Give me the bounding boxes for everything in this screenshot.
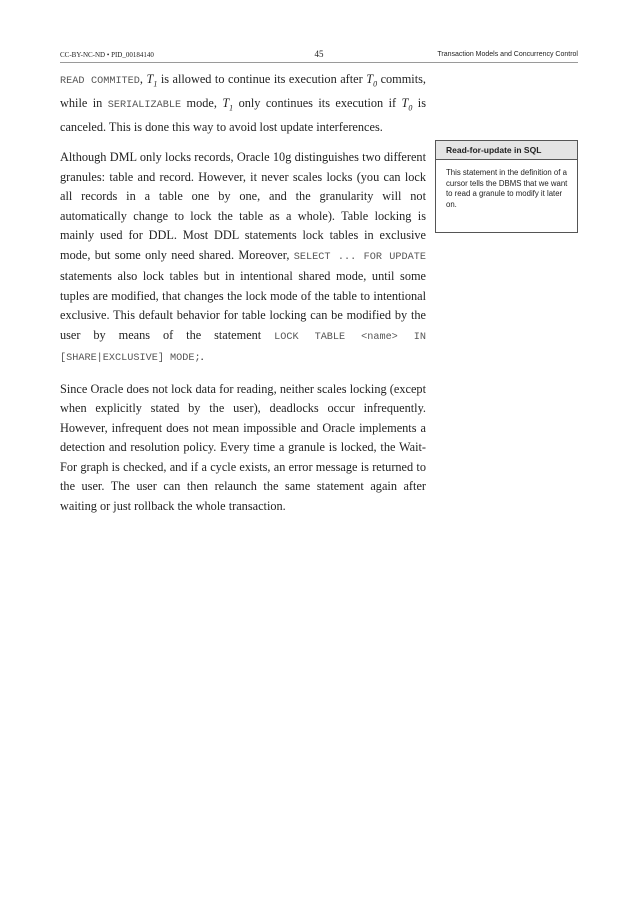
margin-note: [435, 140, 578, 233]
paragraph-deadlocks: Since Oracle does not lock data for reading, neither scales locking (except when explicitly stated by the user), deadlocks occur infrequently. However, infrequent does not mean impossible and Oracle implements a detection and resolution policy. Every time a granule is locked, the Wait-For graph is checked, and if a cycle exists, an error message is returned to the user. The user can then relaunch the same statement again after waiting or just rollback the whole transaction.: [60, 381, 426, 513]
text-run: ,: [139, 72, 147, 86]
inline-code: LOCK TABLE <name> IN [SHARE|EXCLUSIVE] MODE;: [60, 331, 426, 365]
license-id: CC-BY-NC-ND • PID_00184140: [60, 51, 154, 59]
section-title: Transaction Models and Concurrency Control: [437, 51, 578, 58]
text-run: Although DML only locks records, Oracle 10g distinguishes two different granules: table and record. However, it never scales locks (you can lock all records in a table one by one, and the granularity will not automatically change to lock the table as a whole). Table locking is mainly used for DDL. Most DDL statements lock tables in exclusive mode, but some only need shared. Moreover,: [60, 150, 426, 262]
text-run: is allowed to continue its execution after: [157, 72, 367, 86]
margin-note-title: Read-for-update in SQL: [435, 140, 578, 160]
inline-code: READ COMMITED: [60, 76, 140, 87]
paragraph-isolation-levels: [60, 70, 426, 137]
text-run: statements also lock tables but in intentional shared mode, until some tuples are modified, that changes the lock mode of the table to intentional exclusive. This default behavior for table locking can be modified by the user by means of the statement: [60, 269, 426, 342]
main-text: [60, 70, 426, 527]
text-run: .: [200, 349, 204, 364]
math-var: $T_0$: [366, 72, 378, 89]
math-var: $T_1$: [146, 72, 158, 89]
page-number: 45: [314, 49, 324, 59]
paragraph-table-locking: [60, 148, 426, 369]
text-run: mode,: [181, 95, 223, 110]
text-run: only continues its execution if: [233, 95, 402, 110]
math-var: $T_0$: [401, 95, 413, 113]
text-run: is canceled. This is done this way to avoid lost update interferences.: [60, 95, 427, 134]
inline-code: SERIALIZABLE: [107, 99, 182, 111]
margin-note-body: This statement in the definition of a cursor tells the DBMS that we want to read a granule to modify it later on.: [435, 160, 578, 233]
page-header: [60, 46, 578, 63]
math-var: $T_1$: [222, 95, 234, 113]
text-run: commits, while in: [60, 72, 426, 110]
inline-code: SELECT ... FOR UPDATE: [293, 251, 426, 263]
